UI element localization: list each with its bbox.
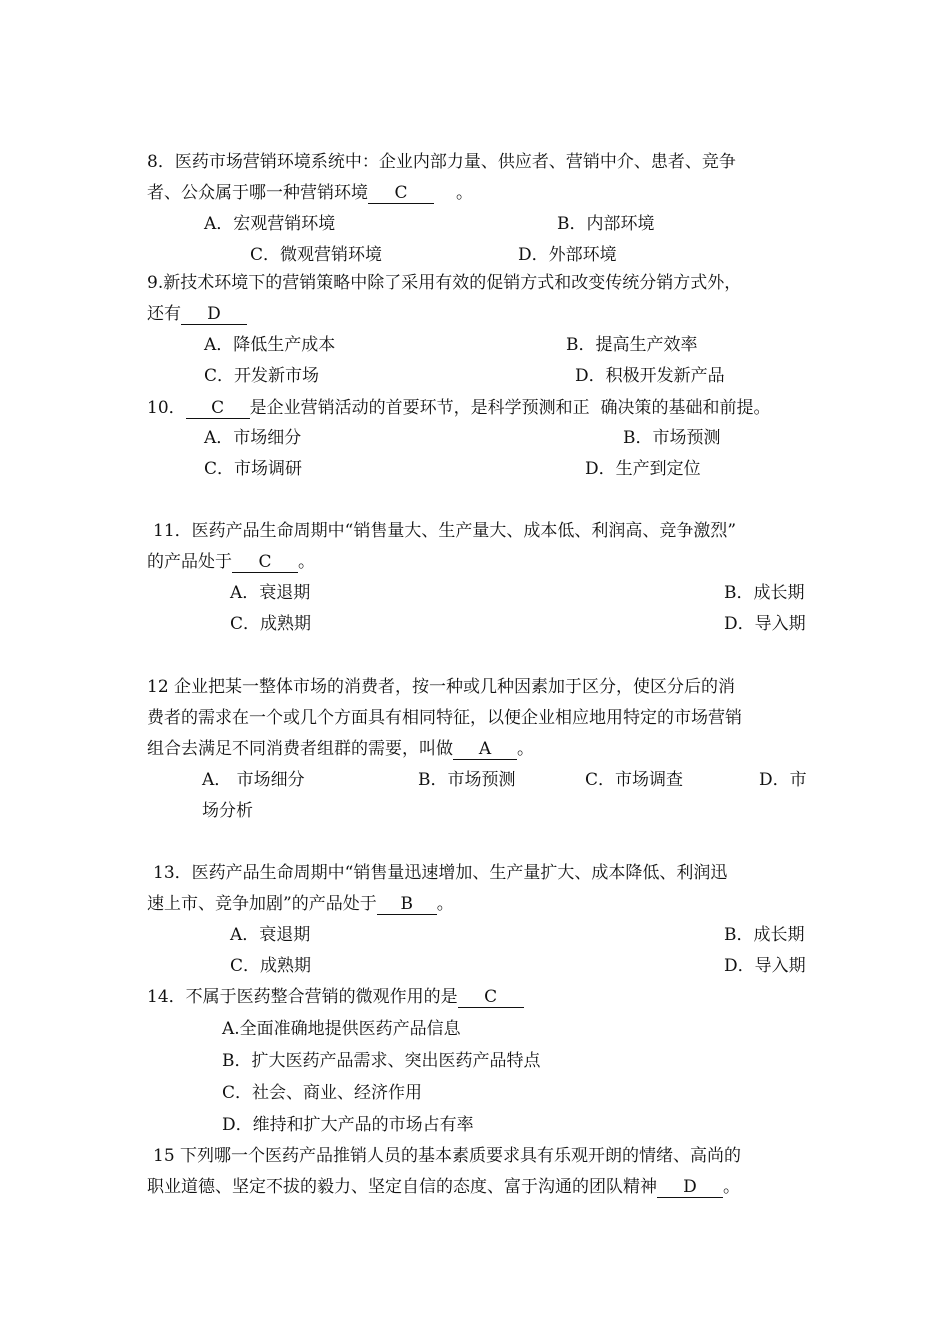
q13-line2 xyxy=(147,893,454,915)
q12-option-d-wrap: 场分析 xyxy=(202,801,253,821)
q11-end: 。 xyxy=(298,552,315,572)
q8-option-d: D．外部环境 xyxy=(518,245,617,265)
q12-option-b: B．市场预测 xyxy=(418,770,516,790)
q10-option-a: A．市场细分 xyxy=(204,428,302,448)
q15-line2 xyxy=(147,1176,740,1198)
q13-option-d: D．导入期 xyxy=(724,956,806,976)
q12-option-c: C．市场调查 xyxy=(585,770,684,790)
q13-answer-blank: B xyxy=(377,894,437,915)
q11-answer-blank: C xyxy=(232,552,298,573)
q8-option-a: A．宏观营销环境 xyxy=(204,214,336,234)
q14-stem: 14．不属于医药整合营销的微观作用的是 xyxy=(147,987,458,1007)
q14-option-b: B．扩大医药产品需求、突出医药产品特点 xyxy=(222,1051,541,1071)
q15-stem: 职业道德、坚定不拔的毅力、坚定自信的态度、富于沟通的团队精神 xyxy=(147,1177,657,1197)
q8-line2 xyxy=(147,182,473,204)
q12-option-d: D．市 xyxy=(759,770,807,790)
q8-end: 。 xyxy=(456,183,473,203)
q10-number: 10． xyxy=(147,398,186,418)
q10-answer-blank: C xyxy=(186,398,250,419)
q10-option-b: B．市场预测 xyxy=(623,428,721,448)
q11-line2 xyxy=(147,551,315,573)
q11-option-a: A．衰退期 xyxy=(230,583,311,603)
q12-end: 。 xyxy=(517,739,534,759)
q8-answer-blank: C xyxy=(368,183,434,204)
q9-option-b: B．提高生产效率 xyxy=(566,335,698,355)
q9-line1: 9.新技术环境下的营销策略中除了采用有效的促销方式和改变传统分销方式外， xyxy=(147,273,742,293)
q13-option-a: A．衰退期 xyxy=(230,925,311,945)
q8-line1: 8．医药市场营销环境系统中：企业内部力量、供应者、营销中介、患者、竞争 xyxy=(147,152,736,172)
q15-line1: 15 下列哪一个医药产品推销人员的基本素质要求具有乐观开朗的情绪、高尚的 xyxy=(153,1146,742,1166)
q12-stem: 组合去满足不同消费者组群的需要，叫做 xyxy=(147,739,453,759)
q14-option-d: D．维持和扩大产品的市场占有率 xyxy=(222,1115,474,1135)
q12-line2: 费者的需求在一个或几个方面具有相同特征，以便企业相应地用特定的市场营销 xyxy=(147,708,742,728)
q14-line1 xyxy=(147,986,524,1008)
q11-stem: 的产品处于 xyxy=(147,552,232,572)
q14-answer-blank: C xyxy=(458,987,524,1008)
q10-option-c: C．市场调研 xyxy=(204,459,303,479)
q13-option-c: C．成熟期 xyxy=(230,956,312,976)
q14-option-c: C．社会、商业、经济作用 xyxy=(222,1083,423,1103)
q12-line3 xyxy=(147,738,534,760)
q12-option-a: A． 市场细分 xyxy=(202,770,305,790)
q12-answer-blank: A xyxy=(453,739,517,760)
q11-option-d: D．导入期 xyxy=(724,614,806,634)
q9-stem: 还有 xyxy=(147,304,181,324)
q10-stem: 是企业营销活动的首要环节，是科学预测和正 确决策的基础和前提。 xyxy=(249,398,771,418)
q8-stem: 者、公众属于哪一种营销环境 xyxy=(147,183,368,203)
q11-option-b: B．成长期 xyxy=(724,583,805,603)
q8-option-b: B．内部环境 xyxy=(557,214,655,234)
q10-line1 xyxy=(147,397,770,419)
q11-option-c: C．成熟期 xyxy=(230,614,312,634)
q9-option-c: C．开发新市场 xyxy=(204,366,320,386)
q10-option-d: D．生产到定位 xyxy=(585,459,701,479)
q9-line2 xyxy=(147,303,247,325)
q9-answer-blank: D xyxy=(181,304,247,325)
q13-option-b: B．成长期 xyxy=(724,925,805,945)
q15-end: 。 xyxy=(723,1177,740,1197)
q13-stem: 速上市、竞争加剧”的产品处于 xyxy=(147,894,377,914)
q9-option-d: D．积极开发新产品 xyxy=(575,366,725,386)
q14-option-a: A.全面准确地提供医药产品信息 xyxy=(222,1019,461,1039)
q15-answer-blank: D xyxy=(657,1177,723,1198)
q13-line1: 13．医药产品生命周期中“销售量迅速增加、生产量扩大、成本降低、利润迅 xyxy=(153,863,728,883)
q9-option-a: A．降低生产成本 xyxy=(204,335,336,355)
q13-end: 。 xyxy=(436,894,454,914)
q8-option-c: C．微观营销环境 xyxy=(250,245,383,265)
q11-line1: 11．医药产品生命周期中“销售量大、生产量大、成本低、利润高、竞争激烈” xyxy=(153,521,737,541)
q12-line1: 12 企业把某一整体市场的消费者，按一种或几种因素加于区分，使区分后的消 xyxy=(147,677,736,697)
